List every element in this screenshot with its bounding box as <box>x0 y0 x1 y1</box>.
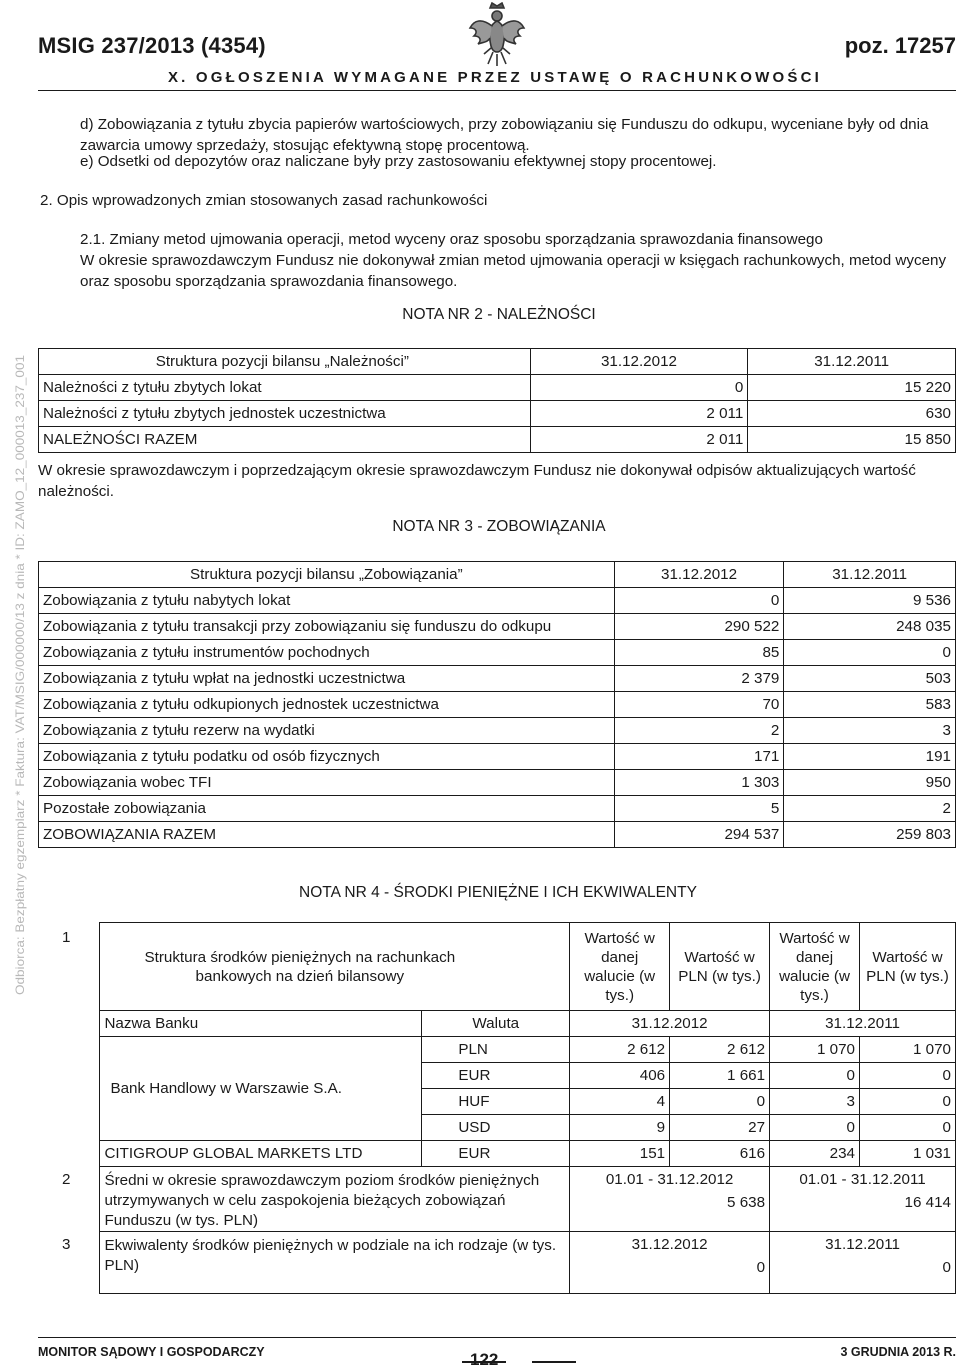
table-cell: 0 <box>770 1115 860 1141</box>
table-row <box>38 1167 956 1232</box>
table-row <box>39 401 956 427</box>
footer-publication: MONITOR SĄDOWY I GOSPODARCZY <box>38 1345 265 1359</box>
table-row <box>39 427 956 453</box>
table-cell: 3 <box>784 718 956 744</box>
table-cell: EUR <box>422 1141 570 1167</box>
nota4-title: NOTA NR 4 - ŚRODKI PIENIĘŻNE I ICH EKWIWALENTY <box>299 884 697 901</box>
row-number: 2 <box>62 1170 71 1188</box>
table-cell: Pozostałe zobowiązania <box>39 796 615 822</box>
table-cell: 9 536 <box>784 588 956 614</box>
table-cell: NALEŻNOŚCI RAZEM <box>39 427 531 453</box>
table-row <box>39 666 956 692</box>
table-header-cell: 31.12.2012 <box>614 562 784 588</box>
table-row <box>39 692 956 718</box>
table-row <box>38 1037 956 1063</box>
table-header-cell: Wartość w danej walucie (w tys.) <box>570 923 670 1011</box>
table-cell: CITIGROUP GLOBAL MARKETS LTD <box>100 1141 422 1167</box>
table-cell: Waluta <box>422 1011 570 1037</box>
table-header-cell: Wartość w danej walucie (w tys.) <box>770 923 860 1011</box>
page-number: 122 <box>470 1350 499 1368</box>
table-row <box>39 796 956 822</box>
paragraph-e: e) Odsetki od depozytów oraz naliczane były przy zastosowaniu efektywnej stopy procentowej. <box>80 153 717 170</box>
table-cell: 5 <box>614 796 784 822</box>
footer-date: 3 GRUDNIA 2013 R. <box>840 1345 956 1359</box>
date-2012: 31.12.2012 <box>631 1236 708 1253</box>
table-row <box>39 718 956 744</box>
journal-number: MSIG 237/2013 (4354) <box>38 33 266 58</box>
table-cell: 294 537 <box>614 822 784 848</box>
row-number: 1 <box>62 928 71 946</box>
table-cell: 2 011 <box>530 401 748 427</box>
table-cell: 0 <box>860 1115 956 1141</box>
table-cell: Bank Handlowy w Warszawie S.A. <box>100 1037 422 1141</box>
table-row <box>39 822 956 848</box>
table-cell: 1 070 <box>770 1037 860 1063</box>
table-cell: 15 220 <box>748 375 956 401</box>
table-cell: 2 <box>784 796 956 822</box>
table-cell: 0 <box>860 1063 956 1089</box>
table-cell: 2 612 <box>670 1037 770 1063</box>
table-cell: 27 <box>670 1115 770 1141</box>
table-cell: 503 <box>784 666 956 692</box>
nota2-table <box>38 348 956 453</box>
table-cell: 2 <box>614 718 784 744</box>
table-cell: 4 <box>570 1089 670 1115</box>
table-cell: EUR <box>422 1063 570 1089</box>
table-cell: 2 612 <box>570 1037 670 1063</box>
table-row <box>39 375 956 401</box>
table-cell: ZOBOWIĄZANIA RAZEM <box>39 822 615 848</box>
table-cell: 0 <box>670 1089 770 1115</box>
table-row <box>38 1011 956 1037</box>
table-cell: 2 379 <box>614 666 784 692</box>
table-cell: 406 <box>570 1063 670 1089</box>
table-row <box>39 640 956 666</box>
table-header-cell: 31.12.2011 <box>748 349 956 375</box>
table-row <box>38 1141 956 1167</box>
table-cell: 1 070 <box>860 1037 956 1063</box>
table-header-row <box>38 923 956 1011</box>
position-number: poz. 17257 <box>844 33 956 58</box>
table-cell: Zobowiązania z tytułu wpłat na jednostki uczestnictwa <box>39 666 615 692</box>
table-cell: 950 <box>784 770 956 796</box>
table-header-row <box>39 562 956 588</box>
table-row <box>38 1232 956 1294</box>
table-header-cell: 31.12.2012 <box>530 349 748 375</box>
table-cell: 191 <box>784 744 956 770</box>
table-header-cell: Struktura pozycji bilansu „Zobowiązania” <box>39 562 615 588</box>
table-header-row <box>39 349 956 375</box>
period-2012: 01.01 - 31.12.2012 <box>605 1171 734 1188</box>
heading-2-1: 2.1. Zmiany metod ujmowania operacji, metod wyceny oraz sposobu sporządzania sprawozdania finansowego <box>80 231 823 248</box>
table-cell: HUF <box>422 1089 570 1115</box>
nota2-title: NOTA NR 2 - NALEŻNOŚCI <box>402 306 596 323</box>
nota2-footnote: W okresie sprawozdawczym i poprzedzającym okresie sprawozdawczym Fundusz nie dokonywał odpisów aktualizujących wartość należności. <box>38 462 916 500</box>
table-cell: 85 <box>614 640 784 666</box>
table-header-cell: Wartość w PLN (w tys.) <box>670 923 770 1011</box>
table-cell: 0 <box>860 1089 956 1115</box>
table-row <box>39 744 956 770</box>
table-cell: Zobowiązania z tytułu transakcji przy zobowiązaniu się funduszu do odkupu <box>39 614 615 640</box>
table-cell: 234 <box>770 1141 860 1167</box>
table-cell: Średni w okresie sprawozdawczym poziom środków pieniężnych utrzymywanych w celu zaspokojenia bieżących zobowiązań Funduszu (w tys. PLN) <box>100 1167 570 1232</box>
paragraph-d: d) Zobowiązania z tytułu zbycia papierów wartościowych, przy zobowiązaniu się Funduszu do odkupu, wyceniane były od dnia zawarcia umowy sprzedaży, stosując efektywną stopę procentową. <box>80 116 929 154</box>
table-cell: Zobowiązania wobec TFI <box>39 770 615 796</box>
table-cell: 1 303 <box>614 770 784 796</box>
footer-divider <box>38 1337 956 1338</box>
table-cell: 0 <box>784 640 956 666</box>
equivalents-2011: 0 <box>942 1259 951 1276</box>
nota4-table <box>38 922 956 1294</box>
table-cell: 2 011 <box>530 427 748 453</box>
table-cell: 630 <box>748 401 956 427</box>
table-cell: USD <box>422 1115 570 1141</box>
table-cell: Zobowiązania z tytułu podatku od osób fizycznych <box>39 744 615 770</box>
table-header-cell: Struktura pozycji bilansu „Należności” <box>39 349 531 375</box>
heading-2: 2. Opis wprowadzonych zmian stosowanych zasad rachunkowości <box>40 192 488 209</box>
table-cell: Nazwa Banku <box>100 1011 422 1037</box>
table-cell: 1 661 <box>670 1063 770 1089</box>
table-cell: 1 031 <box>860 1141 956 1167</box>
table-cell: 31.12.2011 <box>770 1011 956 1037</box>
table-header-cell: 31.12.2011 <box>784 562 956 588</box>
table-cell: 9 <box>570 1115 670 1141</box>
nota3-title: NOTA NR 3 - ZOBOWIĄZANIA <box>392 518 606 535</box>
table-row <box>39 614 956 640</box>
average-2012: 5 638 <box>727 1194 766 1211</box>
average-2011: 16 414 <box>904 1194 951 1211</box>
table-cell: 0 <box>770 1063 860 1089</box>
section-title: X. OGŁOSZENIA WYMAGANE PRZEZ USTAWĘ O RACHUNKOWOŚCI <box>167 69 823 86</box>
table-cell: Należności z tytułu zbytych jednostek uczestnictwa <box>39 401 531 427</box>
paragraph-2-1: W okresie sprawozdawczym Fundusz nie dokonywał zmian metod ujmowania operacji w księgach rachunkowych, metod wyceny oraz sposobu sporządzania sprawozdania finansowego. <box>80 252 947 290</box>
table-cell: 15 850 <box>748 427 956 453</box>
table-cell: Należności z tytułu zbytych lokat <box>39 375 531 401</box>
table-cell: 0 <box>530 375 748 401</box>
table-cell: 171 <box>614 744 784 770</box>
table-cell: Zobowiązania z tytułu odkupionych jednostek uczestnictwa <box>39 692 615 718</box>
table-cell: 31.12.2012 <box>570 1011 770 1037</box>
table-cell: 70 <box>614 692 784 718</box>
equivalents-2012: 0 <box>756 1259 766 1276</box>
nota3-table <box>38 561 956 848</box>
table-header-cell: Wartość w PLN (w tys.) <box>860 923 956 1011</box>
table-cell: 0 <box>614 588 784 614</box>
table-cell: Zobowiązania z tytułu nabytych lokat <box>39 588 615 614</box>
table-cell: Ekwiwalenty środków pieniężnych w podziale na ich rodzaje (w tys. PLN) <box>100 1232 570 1294</box>
table-cell: 583 <box>784 692 956 718</box>
date-2011: 31.12.2011 <box>825 1236 900 1253</box>
table-cell: Zobowiązania z tytułu rezerw na wydatki <box>39 718 615 744</box>
sidebar-watermark-text: Odbiorca: Bezpłatny egzemplarz * Faktura: VAT/MSIG/000000/13 z dnia * ID: ZAMO_12_000013_237_001 <box>13 427 27 995</box>
table-cell: 259 803 <box>784 822 956 848</box>
table-row <box>39 588 956 614</box>
table-cell: 3 <box>770 1089 860 1115</box>
table-cell: Zobowiązania z tytułu instrumentów pochodnych <box>39 640 615 666</box>
table-header-cell: Struktura środków pieniężnych na rachunkach bankowych na dzień bilansowy <box>100 923 570 1011</box>
eagle-emblem-icon <box>468 2 526 70</box>
row-number: 3 <box>62 1235 71 1253</box>
period-2011: 01.01 - 31.12.2011 <box>799 1171 926 1188</box>
table-cell: 290 522 <box>614 614 784 640</box>
table-cell: 616 <box>670 1141 770 1167</box>
table-cell: PLN <box>422 1037 570 1063</box>
table-cell: 248 035 <box>784 614 956 640</box>
header-divider <box>38 90 956 91</box>
table-cell: 151 <box>570 1141 670 1167</box>
table-row <box>39 770 956 796</box>
page-number-rule-right <box>532 1361 576 1363</box>
